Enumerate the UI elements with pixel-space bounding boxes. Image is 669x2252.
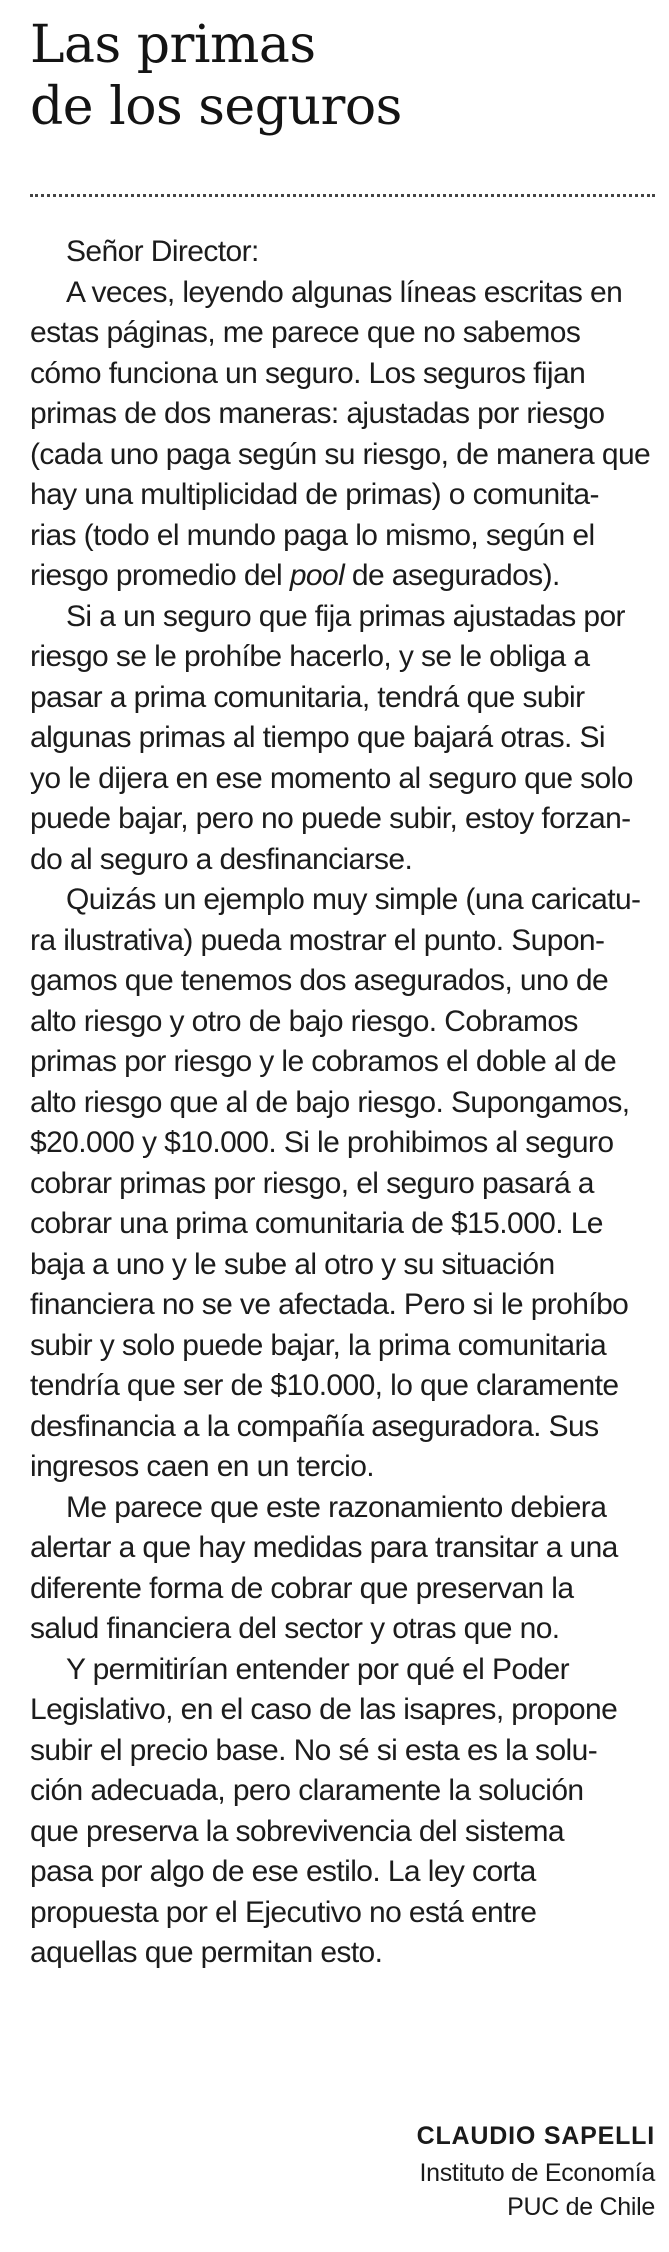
letter-line: primas por riesgo y le cobramos el doble al de bbox=[30, 1045, 617, 1078]
headline-line-1: Las primas bbox=[30, 15, 316, 75]
letter-line: subir el precio base. No sé si esta es la solu- bbox=[30, 1733, 598, 1767]
italic-word: pool bbox=[289, 559, 345, 592]
letter-line: $20.000 y $10.000. Si le prohibimos al seguro bbox=[30, 1126, 614, 1159]
letter-line: riesgo promedio del pool de asegurados). bbox=[30, 559, 560, 592]
dotted-divider bbox=[30, 194, 655, 197]
letter-line: Me parece que este razonamiento debiera bbox=[66, 1490, 607, 1524]
letter-line: ción adecuada, pero claramente la solución bbox=[30, 1774, 584, 1807]
headline-line-2: de los seguros bbox=[30, 77, 402, 137]
letter-line: cobrar una prima comunitaria de $15.000. Le bbox=[30, 1207, 603, 1240]
letter-line: pasar a prima comunitaria, tendrá que subir bbox=[30, 680, 585, 714]
letter-line: subir y solo puede bajar, la prima comunitaria bbox=[30, 1328, 607, 1362]
letter-line: alto riesgo que al de bajo riesgo. Supongamos, bbox=[30, 1085, 630, 1119]
letter-line: diferente forma de cobrar que preservan la bbox=[30, 1571, 574, 1605]
letter-line: hay una multiplicidad de primas) o comunita- bbox=[30, 478, 599, 511]
letter-line: financiera no se ve afectada. Pero si le prohíbo bbox=[30, 1288, 629, 1321]
letter-line: A veces, leyendo algunas líneas escritas en bbox=[66, 275, 623, 309]
headline bbox=[30, 14, 650, 138]
letter-line: Si a un seguro que fija primas ajustadas por bbox=[66, 599, 625, 633]
letter-line: cobrar primas por riesgo, el seguro pasará a bbox=[30, 1166, 594, 1200]
letter-line: algunas primas al tiempo que bajará otras. Si bbox=[30, 721, 605, 754]
letter-line: Y permitirían entender por qué el Poder bbox=[66, 1652, 570, 1686]
letter-line: baja a uno y le sube al otro y su situación bbox=[30, 1247, 555, 1281]
author-name: CLAUDIO SAPELLI bbox=[416, 2122, 655, 2150]
letter-line: do al seguro a desfinanciarse. bbox=[30, 842, 413, 876]
letter-line: pasa por algo de ese estilo. La ley corta bbox=[30, 1855, 536, 1888]
letter-line: alertar a que hay medidas para transitar a una bbox=[30, 1531, 618, 1564]
signature-block bbox=[417, 2116, 655, 2224]
author-institution-line-1: Instituto de Economía bbox=[419, 2159, 655, 2187]
letter-line: ra ilustrativa) pueda mostrar el punto. Supon- bbox=[30, 923, 605, 957]
letter-line: salud financiera del sector y otras que no. bbox=[30, 1612, 560, 1645]
letter-line: tendría que ser de $10.000, lo que claramente bbox=[30, 1369, 619, 1402]
letter-line: Señor Director: bbox=[66, 235, 259, 268]
letter-line: propuesta por el Ejecutivo no está entre bbox=[30, 1895, 537, 1929]
letter-line: riesgo se le prohíbe hacerlo, y se le obliga a bbox=[30, 640, 590, 673]
letter-line: rias (todo el mundo paga lo mismo, según el bbox=[30, 518, 595, 552]
letter-line: Legislativo, en el caso de las isapres, propone bbox=[30, 1693, 618, 1726]
letter-line: alto riesgo y otro de bajo riesgo. Cobramos bbox=[30, 1004, 578, 1038]
author-institution-line-2: PUC de Chile bbox=[507, 2193, 655, 2221]
letter-line: yo le dijera en ese momento al seguro que solo bbox=[30, 761, 633, 795]
letter-line: puede bajar, pero no puede subir, estoy forzan- bbox=[30, 802, 631, 835]
letter-line: primas de dos maneras: ajustadas por riesgo bbox=[30, 397, 605, 430]
letter-line: cómo funciona un seguro. Los seguros fijan bbox=[30, 356, 586, 390]
letter-line: aquellas que permitan esto. bbox=[30, 1936, 383, 1969]
letter-line: (cada uno paga según su riesgo, de manera que bbox=[30, 437, 651, 471]
letter-line: gamos que tenemos dos asegurados, uno de bbox=[30, 964, 609, 997]
letter-line: desfinancia a la compañía aseguradora. Sus bbox=[30, 1409, 599, 1443]
letter-line: Quizás un ejemplo muy simple (una caricatu- bbox=[66, 883, 641, 916]
letter-body bbox=[30, 232, 654, 1974]
letter-line: que preserva la sobrevivencia del sistema bbox=[30, 1814, 565, 1848]
letter-line: ingresos caen en un tercio. bbox=[30, 1450, 375, 1483]
letter-line: estas páginas, me parece que no sabemos bbox=[30, 316, 581, 349]
